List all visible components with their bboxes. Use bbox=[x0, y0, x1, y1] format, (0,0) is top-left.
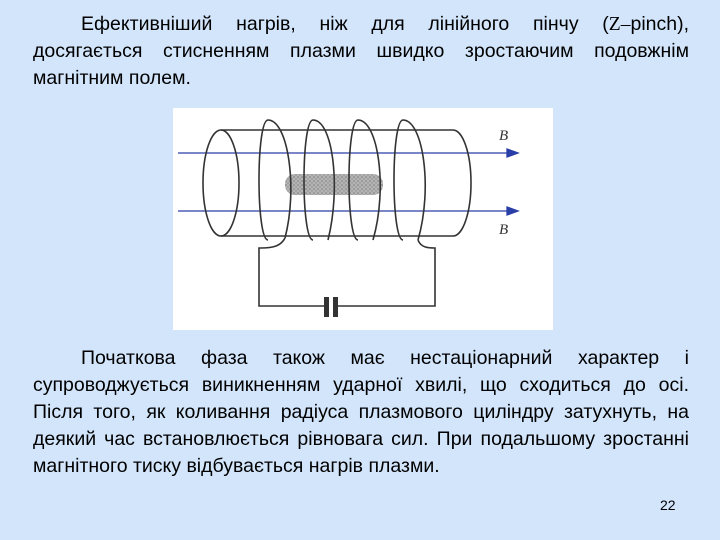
paragraph-2-text: Початкова фаза також має нестаціонарний характер і супроводжується виникненням ударної хвилі, що сходиться до осі. Після того, як коливання радіуса плазмового циліндру затухнуть, на деякий час встановлюється рівновага сил. При подальшому зростанні магнітного тиску відбувається нагрів плазми. bbox=[33, 347, 689, 477]
circuit bbox=[259, 238, 435, 306]
wire-left bbox=[259, 238, 325, 306]
cylinder-right-end bbox=[453, 130, 471, 236]
paragraph-1 bbox=[33, 11, 689, 92]
paragraph-1-text-start: Ефективніший нагрів, ніж для лінійного пінчу ( bbox=[81, 13, 609, 35]
paragraph-2 bbox=[33, 345, 689, 480]
coil-back-1 bbox=[259, 120, 268, 240]
theta-pinch-diagram bbox=[173, 108, 553, 330]
page-number: 22 bbox=[660, 497, 676, 513]
theta-pinch-svg bbox=[173, 108, 553, 330]
coil-front-4 bbox=[403, 120, 425, 240]
wire-right bbox=[337, 240, 435, 306]
cylinder-left-end bbox=[203, 130, 239, 236]
paragraph-1-text-end: pinch), досягається стисненням плазми швидко зростаючим подовжнім магнітним полем. bbox=[33, 13, 689, 89]
capacitor-icon bbox=[324, 297, 338, 317]
arrow-top-icon bbox=[507, 149, 518, 157]
field-label-top: B bbox=[499, 128, 509, 144]
coil-back-4 bbox=[394, 120, 403, 240]
field-label-bottom: B bbox=[499, 222, 509, 238]
z-pinch-symbol: Z– bbox=[608, 14, 631, 35]
arrow-bottom-icon bbox=[507, 207, 518, 215]
